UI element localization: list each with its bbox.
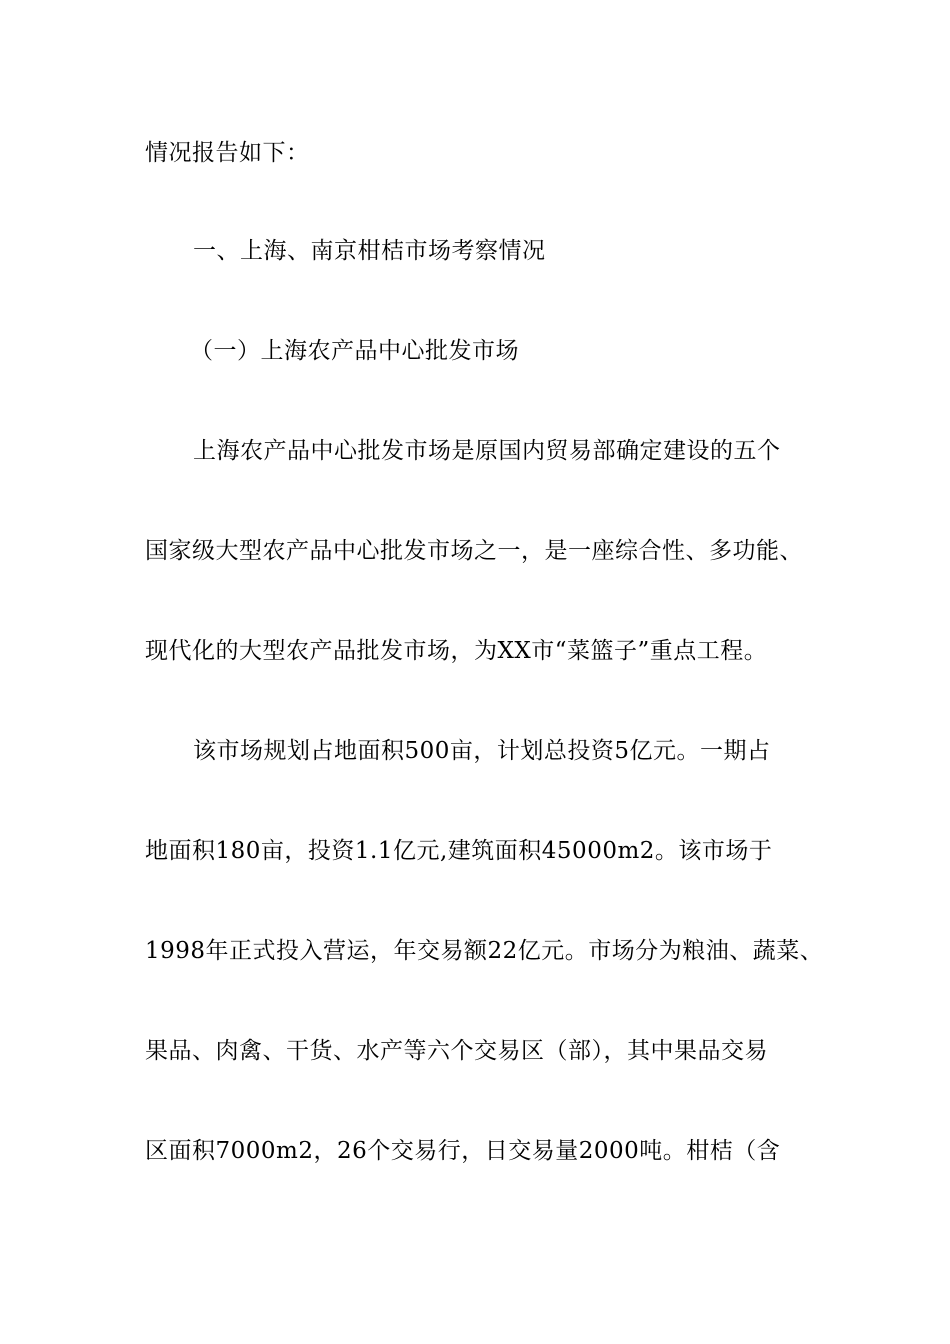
paragraph-line: 上海农产品中心批发市场是原国内贸易部确定建设的五个 xyxy=(193,438,781,464)
paragraph-line: 该市场规划占地面积500亩，计划总投资5亿元。一期占 xyxy=(193,738,771,764)
paragraph-line: 现代化的大型农产品批发市场，为XX市“菜篮子”重点工程。 xyxy=(145,638,768,664)
paragraph-line: 1998年正式投入营运，年交易额22亿元。市场分为粮油、蔬菜、 xyxy=(145,938,824,964)
paragraph-line: 果品、肉禽、干货、水产等六个交易区（部），其中果品交易 xyxy=(145,1038,768,1064)
paragraph-line: 国家级大型农产品中心批发市场之一，是一座综合性、多功能、 xyxy=(145,538,803,564)
paragraph-line: 区面积7000m2，26个交易行，日交易量2000吨。柑桔（含 xyxy=(145,1138,781,1164)
paragraph-line: 地面积180亩，投资1.1亿元,建筑面积45000m2。该市场于 xyxy=(145,838,773,864)
section-heading: 一、上海、南京柑桔市场考察情况 xyxy=(193,238,546,264)
text-line-intro: 情况报告如下： xyxy=(145,140,310,166)
subsection-heading: （一）上海农产品中心批发市场 xyxy=(190,338,519,364)
